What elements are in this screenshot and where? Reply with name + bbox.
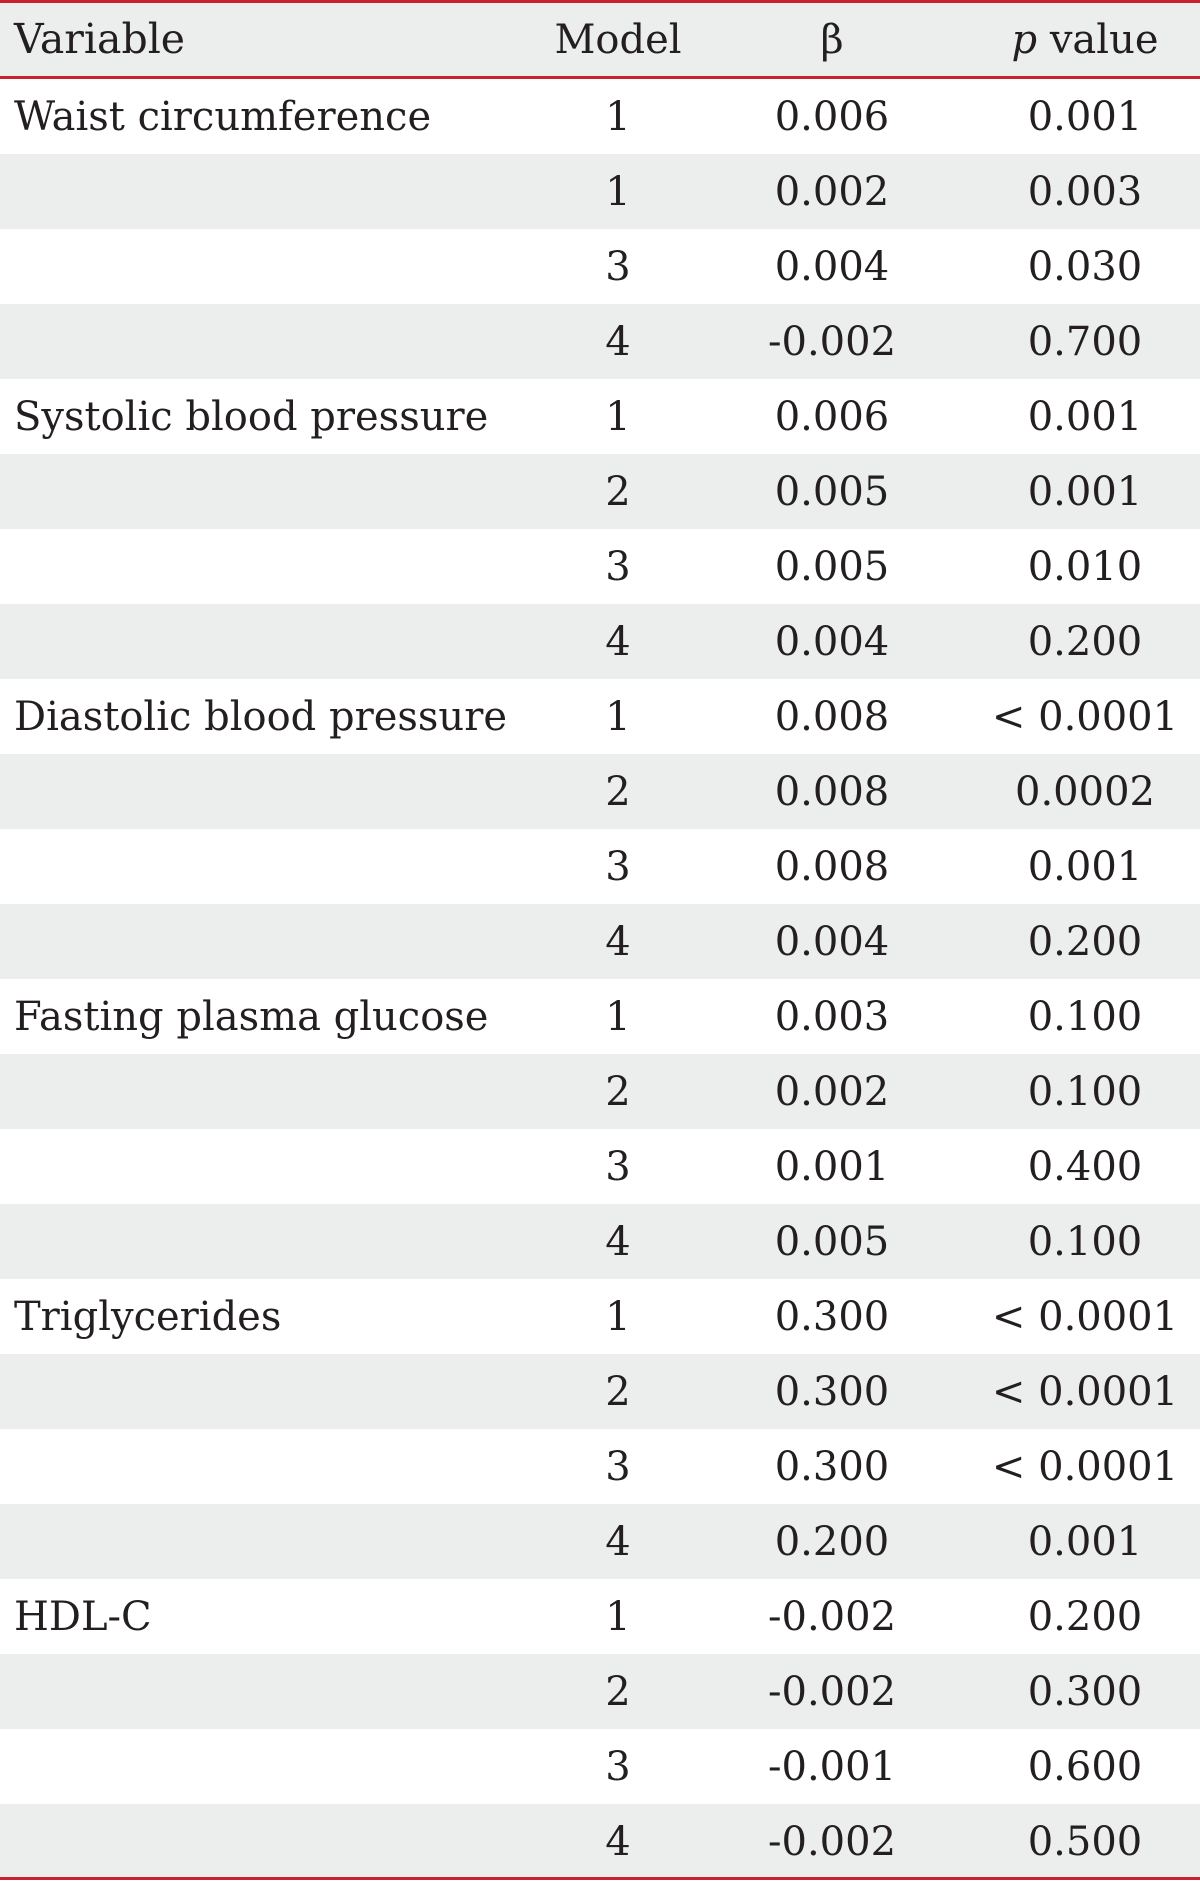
cell-beta: 0.002 [774, 1068, 890, 1115]
cell-p-value: 0.300 [1027, 1668, 1143, 1715]
cell-beta: 0.004 [774, 918, 890, 965]
cell-beta: 0.200 [774, 1518, 890, 1565]
cell-p-value: 0.500 [1027, 1818, 1143, 1865]
cell-model: 3 [605, 243, 631, 290]
cell-model: 2 [605, 468, 631, 515]
cell-p-value: 0.001 [1027, 1518, 1143, 1565]
cell-beta: 0.005 [774, 543, 890, 590]
cell-model: 4 [605, 618, 631, 665]
cell-beta: 0.300 [774, 1368, 890, 1415]
cell-model: 1 [605, 393, 631, 440]
cell-beta: 0.001 [774, 1143, 890, 1190]
table-bottom-rule [0, 1877, 1200, 1880]
cell-beta: -0.002 [767, 1818, 897, 1865]
cell-beta: 0.003 [774, 993, 890, 1040]
cell-model: 2 [605, 768, 631, 815]
table-row [0, 1804, 1200, 1879]
table-row [0, 829, 1200, 904]
table-row [0, 1654, 1200, 1729]
cell-p-value: < 0.0001 [991, 1293, 1179, 1340]
table-row [0, 229, 1200, 304]
cell-p-value: 0.0002 [1015, 768, 1155, 815]
header-p-value [975, 16, 1195, 63]
cell-p-value: 0.200 [1027, 1593, 1143, 1640]
cell-p-value: 0.400 [1027, 1143, 1143, 1190]
cell-beta: 0.300 [774, 1293, 890, 1340]
cell-beta: 0.300 [774, 1443, 890, 1490]
cell-model: 1 [605, 993, 631, 1040]
table-row [0, 304, 1200, 379]
table-row [0, 529, 1200, 604]
cell-p-value: 0.001 [1027, 843, 1143, 890]
cell-p-value: 0.600 [1027, 1743, 1143, 1790]
cell-variable: Systolic blood pressure [14, 393, 489, 440]
cell-model: 4 [605, 1818, 631, 1865]
table-row [0, 1129, 1200, 1204]
cell-beta: -0.001 [767, 1743, 897, 1790]
table-row [0, 454, 1200, 529]
table-row [0, 1729, 1200, 1804]
cell-model: 3 [605, 1443, 631, 1490]
table-row [0, 1354, 1200, 1429]
cell-p-value: < 0.0001 [991, 1443, 1179, 1490]
cell-model: 1 [605, 1293, 631, 1340]
cell-p-value: 0.100 [1027, 1218, 1143, 1265]
header-model: Model [554, 16, 682, 63]
table-row [0, 154, 1200, 229]
cell-p-value: 0.001 [1027, 468, 1143, 515]
table-row [0, 79, 1200, 154]
header-p-italic: p [1011, 16, 1038, 63]
cell-beta: -0.002 [767, 1668, 897, 1715]
cell-p-value: 0.100 [1027, 1068, 1143, 1115]
header-beta: β [820, 16, 844, 63]
table-row [0, 904, 1200, 979]
cell-p-value: 0.003 [1027, 168, 1143, 215]
cell-p-value: 0.001 [1027, 93, 1143, 140]
cell-p-value: < 0.0001 [991, 693, 1179, 740]
cell-model: 3 [605, 1143, 631, 1190]
table-row [0, 379, 1200, 454]
cell-beta: 0.008 [774, 843, 890, 890]
cell-model: 2 [605, 1068, 631, 1115]
table-row [0, 1204, 1200, 1279]
cell-beta: 0.008 [774, 768, 890, 815]
cell-p-value: 0.030 [1027, 243, 1143, 290]
cell-beta: 0.005 [774, 1218, 890, 1265]
cell-variable: Diastolic blood pressure [14, 693, 507, 740]
cell-model: 4 [605, 918, 631, 965]
cell-model: 4 [605, 1518, 631, 1565]
table-row [0, 679, 1200, 754]
table-row [0, 754, 1200, 829]
table-row [0, 1054, 1200, 1129]
cell-model: 3 [605, 843, 631, 890]
cell-model: 2 [605, 1668, 631, 1715]
cell-variable: Waist circumference [14, 93, 432, 140]
cell-variable: Fasting plasma glucose [14, 993, 489, 1040]
cell-beta: 0.002 [774, 168, 890, 215]
cell-beta: 0.008 [774, 693, 890, 740]
cell-model: 1 [605, 93, 631, 140]
cell-beta: 0.004 [774, 618, 890, 665]
cell-beta: -0.002 [767, 1593, 897, 1640]
table-row [0, 1504, 1200, 1579]
cell-beta: -0.002 [767, 318, 897, 365]
cell-beta: 0.004 [774, 243, 890, 290]
cell-model: 2 [605, 1368, 631, 1415]
cell-p-value: < 0.0001 [991, 1368, 1179, 1415]
cell-beta: 0.006 [774, 393, 890, 440]
cell-beta: 0.006 [774, 93, 890, 140]
cell-model: 3 [605, 1743, 631, 1790]
cell-p-value: 0.010 [1027, 543, 1143, 590]
cell-model: 1 [605, 168, 631, 215]
table-row [0, 1279, 1200, 1354]
cell-p-value: 0.001 [1027, 393, 1143, 440]
cell-variable: Triglycerides [14, 1293, 282, 1340]
cell-model: 3 [605, 543, 631, 590]
cell-p-value: 0.200 [1027, 618, 1143, 665]
header-variable: Variable [14, 15, 186, 63]
cell-model: 4 [605, 1218, 631, 1265]
table-row [0, 604, 1200, 679]
table-row [0, 1579, 1200, 1654]
table-header-row [0, 3, 1200, 76]
cell-model: 4 [605, 318, 631, 365]
cell-p-value: 0.200 [1027, 918, 1143, 965]
cell-p-value: 0.700 [1027, 318, 1143, 365]
cell-model: 1 [605, 1593, 631, 1640]
cell-p-value: 0.100 [1027, 993, 1143, 1040]
cell-model: 1 [605, 693, 631, 740]
cell-variable: HDL-C [14, 1593, 152, 1640]
table-row [0, 1429, 1200, 1504]
table-row [0, 979, 1200, 1054]
header-p-rest: value [1037, 16, 1159, 63]
cell-beta: 0.005 [774, 468, 890, 515]
